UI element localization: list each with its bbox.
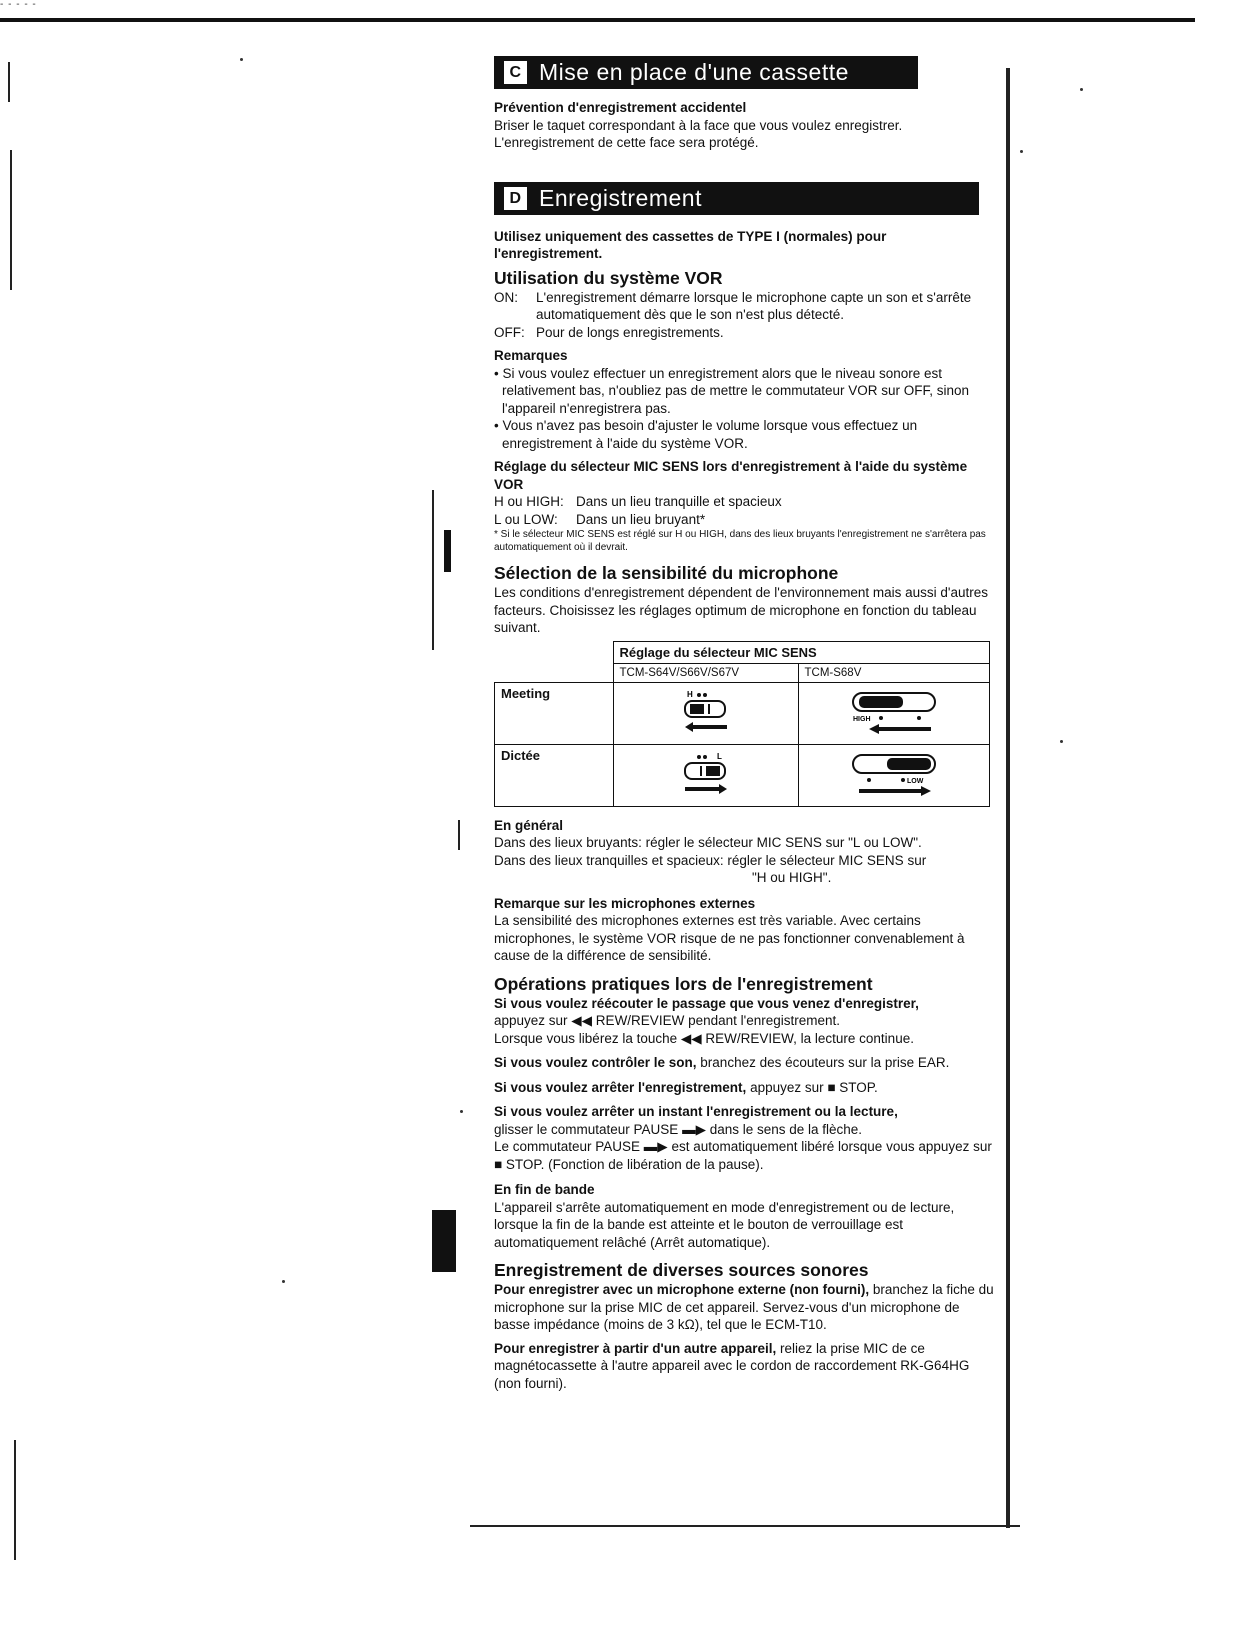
sources-mic-lead: Pour enregistrer avec un microphone externe (non fourni),	[494, 1282, 870, 1297]
mic-sens-switch-high-large-icon	[839, 687, 949, 737]
remarques-heading: Remarques	[494, 348, 568, 363]
pause-text-2: Le commutateur PAUSE ▬▶ est automatiquement libéré lorsque vous appuyez sur ■ STOP. (Fonction de libération de la pause).	[494, 1139, 992, 1172]
general-line-2: Dans des lieux tranquilles et spacieux: régler le sélecteur MIC SENS sur	[494, 852, 927, 868]
operations-heading: Opérations pratiques lors de l'enregistrement	[494, 973, 873, 994]
prevention-text-1: Briser le taquet correspondant à la face que vous voulez enregistrer.	[494, 117, 903, 133]
switch-dictee-large	[798, 744, 989, 806]
switch-dictee-small	[613, 744, 798, 806]
sources-mic-paragraph	[494, 1281, 994, 1334]
left-margin-rule	[8, 62, 10, 102]
review-lead: Si vous voulez réécouter le passage que vous venez d'enregistrer,	[494, 995, 919, 1011]
table-row-dictee: Dictée	[495, 744, 614, 806]
prevention-heading: Prévention d'enregistrement accidentel	[494, 100, 747, 115]
inner-margin-rule	[432, 490, 434, 650]
reglage-high-row	[494, 493, 994, 511]
vor-off-row	[494, 324, 994, 342]
stop-lead: Si vous voulez arrêter l'enregistrement,	[494, 1079, 747, 1095]
vor-off-text: Pour de longs enregistrements.	[536, 324, 724, 340]
speck	[282, 1280, 285, 1283]
scan-bar	[432, 1210, 456, 1272]
externes-text: La sensibilité des microphones externes est très variable. Avec certains microphones, le système VOR risque de ne pas fonctionner convenablement à cause de la différence de sensibilité.	[494, 913, 965, 963]
speck	[1060, 740, 1063, 743]
section-c-header	[494, 56, 918, 89]
speck	[240, 58, 243, 61]
general-heading: En général	[494, 817, 564, 833]
control-text: branchez des écouteurs sur la prise EAR.	[696, 1055, 950, 1070]
externes-heading: Remarque sur les microphones externes	[494, 895, 756, 911]
switch-h-label: H	[686, 689, 693, 699]
general-line-3: "H ou HIGH".	[752, 870, 832, 885]
vor-off-key: OFF:	[494, 324, 525, 340]
vor-on-text: L'enregistrement démarre lorsque le microphone capte un son et s'arrête automatiquement dès que le son n'est plus détecté.	[536, 289, 972, 322]
corner-mark: - - - - -	[0, 0, 37, 10]
right-edge-rule	[1006, 68, 1010, 1528]
sources-other-lead: Pour enregistrer à partir d'un autre appareil,	[494, 1340, 777, 1356]
speck	[1020, 150, 1023, 153]
review-text-1: appuyez sur ◀◀ REW/REVIEW pendant l'enregistrement.	[494, 1013, 840, 1028]
table-col-2: TCM-S68V	[798, 663, 989, 682]
left-margin-rule	[14, 1440, 16, 1560]
mic-sens-switch-high-icon	[671, 687, 741, 737]
mic-sens-table	[494, 641, 990, 807]
mic-sens-switch-low-icon	[671, 749, 741, 799]
inner-margin-rule	[458, 820, 460, 850]
pause-text-1: glisser le commutateur PAUSE ▬▶ dans le sens de la flèche.	[494, 1121, 863, 1137]
remarque-item-1: • Si vous voulez effectuer un enregistrement alors que le niveau sonore est relativement bas, n'oubliez pas de mettre le commutateur VOR sur OFF, sinon l'appareil n'enregistrera pas.	[494, 365, 970, 416]
control-lead: Si vous voulez contrôler le son,	[494, 1055, 697, 1070]
fin-text: L'appareil s'arrête automatiquement en mode d'enregistrement ou de lecture, lorsque la fin de la bande est atteinte et le bouton de verrouillage est automatiquement relâché (Arrêt automatique).	[494, 1199, 955, 1250]
reglage-low-key: L ou LOW:	[494, 511, 558, 527]
recording-intro: Utilisez uniquement des cassettes de TYPE I (normales) pour l'enregistrement.	[494, 228, 887, 261]
prevention-text-2: L'enregistrement de cette face sera protégé.	[494, 135, 759, 150]
bottom-rule	[470, 1525, 1020, 1527]
speck	[1080, 88, 1083, 91]
general-line-1: Dans des lieux bruyants: régler le sélecteur MIC SENS sur "L ou LOW".	[494, 835, 922, 850]
sensibilite-text: Les conditions d'enregistrement dépendent de l'environnement mais aussi d'autres facteurs. Choisissez les réglages optimum de microphone en fonction du tableau suivant.	[494, 585, 989, 635]
switch-low-label: LOW	[906, 777, 923, 785]
switch-meeting-small	[613, 682, 798, 744]
vor-on-row	[494, 289, 994, 324]
reglage-heading: Réglage du sélecteur MIC SENS lors d'enregistrement à l'aide du système VOR	[494, 459, 968, 492]
review-text-2: Lorsque vous libérez la touche ◀◀ REW/REVIEW, la lecture continue.	[494, 1030, 914, 1046]
top-rule	[0, 18, 1195, 22]
stop-paragraph	[494, 1079, 994, 1097]
reglage-low-text: Dans un lieu bruyant*	[576, 511, 706, 527]
reglage-high-key: H ou HIGH:	[494, 494, 564, 509]
section-d-letter: D	[504, 187, 527, 210]
stop-text: appuyez sur ■ STOP.	[746, 1079, 878, 1095]
sensibilite-heading: Sélection de la sensibilité du microphone	[494, 563, 839, 583]
switch-high-label: HIGH	[852, 715, 870, 723]
control-paragraph	[494, 1054, 994, 1072]
left-margin-rule	[10, 150, 12, 290]
section-c-letter: C	[504, 61, 527, 84]
table-col-1: TCM-S64V/S66V/S67V	[613, 663, 798, 682]
section-d-header	[494, 182, 979, 215]
table-row-meeting: Meeting	[495, 682, 614, 744]
sources-heading: Enregistrement de diverses sources sonores	[494, 1260, 869, 1280]
pause-lead: Si vous voulez arrêter un instant l'enregistrement ou la lecture,	[494, 1104, 898, 1119]
scan-bar	[444, 530, 451, 572]
fin-heading: En fin de bande	[494, 1182, 595, 1197]
remarque-item-2: • Vous n'avez pas besoin d'ajuster le volume lorsque vous effectuez un enregistrement à l'aide du système VOR.	[494, 418, 918, 451]
sources-other-text: reliez la prise MIC de ce magnétocassette à l'autre appareil avec le cordon de raccordement RK-G64HG (non fourni).	[494, 1340, 970, 1391]
switch-l-label: L	[716, 751, 722, 761]
reglage-low-row	[494, 511, 994, 529]
sources-mic-text: branchez la fiche du microphone sur la prise MIC de cet appareil. Servez-vous d'un microphone de basse impédance (moins de 3 kΩ), tel que le ECM-T10.	[494, 1282, 994, 1332]
table-header: Réglage du sélecteur MIC SENS	[613, 641, 989, 663]
vor-heading: Utilisation du système VOR	[494, 267, 723, 288]
reglage-high-text: Dans un lieu tranquille et spacieux	[576, 494, 782, 509]
vor-on-key: ON:	[494, 289, 519, 305]
content-column	[494, 56, 994, 1392]
mic-sens-switch-low-large-icon	[839, 749, 949, 799]
speck	[460, 1110, 463, 1113]
sources-other-paragraph	[494, 1340, 994, 1393]
section-d-title: Enregistrement	[539, 184, 702, 211]
section-c-title: Mise en place d'une cassette	[539, 59, 849, 85]
switch-meeting-large	[798, 682, 989, 744]
reglage-footnote: * Si le sélecteur MIC SENS est réglé sur H ou HIGH, dans des lieux bruyants l'enregistrement ne s'arrêtera pas automatiquement où il devrait.	[494, 529, 986, 553]
